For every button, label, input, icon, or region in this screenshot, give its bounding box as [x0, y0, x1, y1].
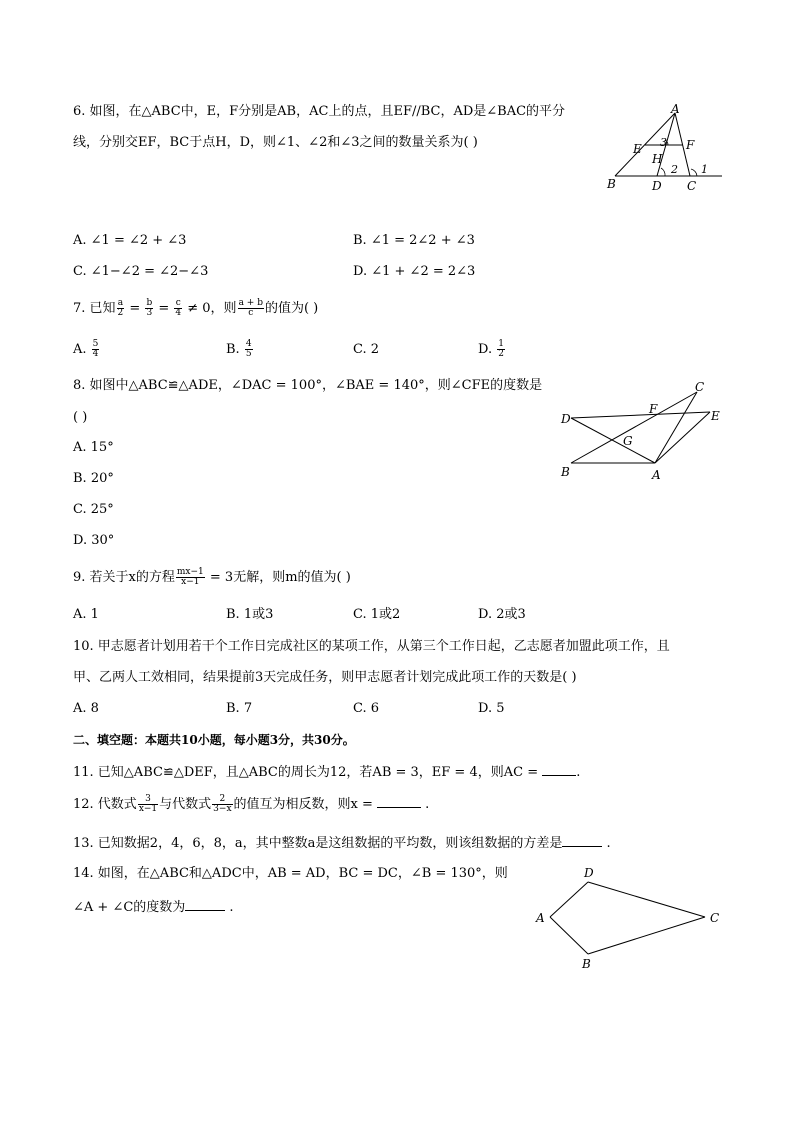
q7-ne: ≠ 0，则 — [183, 301, 237, 316]
q6-option-b: B. ∠1 = 2∠2 + ∠3 — [353, 233, 475, 248]
q12-stem — [73, 793, 429, 817]
q6-label-3: 3 — [660, 136, 667, 149]
q11-text: 11. 已知△ABC≌△DEF，且△ABC的周长为12，若AB = 3，EF = 4，则AC = — [73, 765, 543, 780]
q6-label-e: E — [633, 142, 642, 156]
q14-answer-blank[interactable] — [185, 898, 225, 911]
q14-period: . — [229, 900, 234, 915]
q12-frac1: $\frac{3}{x-1}$ — [138, 794, 158, 814]
q8-option-b: B. 20° — [73, 471, 114, 486]
q14-line2 — [73, 898, 234, 917]
q10-option-c: C. 6 — [353, 701, 380, 716]
q11-answer-blank[interactable] — [542, 763, 576, 776]
q12-answer-blank[interactable] — [377, 795, 421, 808]
q6-label-2: 2 — [671, 163, 678, 176]
q8-option-c: C. 25° — [73, 502, 114, 517]
q6-label-d: D — [652, 179, 662, 193]
q8-label-c: C — [695, 380, 705, 394]
q8-label-f: F — [649, 402, 658, 416]
q8-label-d: D — [561, 412, 571, 426]
q14-line1: 14. 如图，在△ABC和△ADC中，AB = AD，BC = DC，∠B = 130°，则 — [73, 866, 508, 881]
q7-frac-c-4: $\frac{c}{4}$ — [175, 298, 182, 318]
q14-label-c: C — [710, 911, 720, 925]
q9-suffix: = 3无解，则m的值为( ) — [205, 570, 351, 585]
q6-label-b: B — [607, 177, 616, 191]
q13-text: 13. 已知数据2，4，6，8，a，其中整数a是这组数据的平均数，则该组数据的方差是 — [73, 836, 563, 851]
q8-line1: 8. 如图中△ABC≌△ADE，∠DAC = 100°，∠BAE = 140°，则∠CFE的度数是 — [73, 378, 543, 393]
q12-period: . — [425, 797, 430, 812]
q8-line2: ( ) — [73, 410, 88, 425]
q6-label-1: 1 — [701, 163, 708, 176]
q8-label-g: G — [623, 434, 633, 448]
q13-period: . — [606, 836, 611, 851]
q10-line1: 10. 甲志愿者计划用若干个工作日完成社区的某项工作，从第三个工作日起，乙志愿者加盟此项工作，且 — [73, 639, 670, 654]
q8-label-a: A — [652, 468, 661, 482]
q7-prefix: 7. 已知 — [73, 301, 116, 316]
q10-option-a: A. 8 — [73, 701, 99, 716]
q6-label-a: A — [671, 103, 680, 116]
q7-eq2: = — [154, 301, 174, 316]
q8-figure — [555, 378, 735, 483]
q8-label-b: B — [561, 465, 570, 479]
q11-period: . — [576, 765, 581, 780]
q10-option-b: B. 7 — [226, 701, 253, 716]
q7-frac-b-3: $\frac{b}{3}$ — [146, 298, 153, 318]
q7-frac-a-2: $\frac{a}{2}$ — [117, 298, 124, 318]
q7-stem — [73, 297, 318, 321]
q12-suffix: 的值互为相反数，则x = — [233, 797, 378, 812]
q10-option-d: D. 5 — [478, 701, 505, 716]
q12-frac2: $\frac{2}{3-x}$ — [213, 794, 232, 814]
q7-eq1: = — [125, 301, 145, 316]
q9-option-a: A. 1 — [73, 607, 99, 622]
q6-option-d: D. ∠1 + ∠2 = 2∠3 — [353, 264, 476, 279]
q8-option-a: A. 15° — [73, 440, 114, 455]
q9-stem — [73, 566, 351, 590]
q6-label-c: C — [687, 179, 697, 193]
q6-line2: 线，分别交EF，BC于点H，D，则∠1、∠2和∠3之间的数量关系为( ) — [73, 135, 478, 150]
q6-option-c: C. ∠1−∠2 = ∠2−∠3 — [73, 264, 209, 279]
q14-line2-text: ∠A + ∠C的度数为 — [73, 900, 186, 915]
q6-option-a: A. ∠1 = ∠2 + ∠3 — [73, 233, 187, 248]
q14-figure — [530, 862, 730, 972]
q7-option-d: D. $\frac{1}{2}$ — [478, 339, 504, 359]
q7-suffix: 的值为( ) — [264, 301, 319, 316]
q8-label-e: E — [711, 409, 720, 423]
q7-frac-ab-c: $\frac{a + b}{c}$ — [238, 298, 263, 318]
q9-option-b: B. 1或3 — [226, 607, 274, 622]
q12-prefix: 12. 代数式 — [73, 797, 137, 812]
q14-label-d: D — [584, 866, 594, 880]
q9-option-c: C. 1或2 — [353, 607, 401, 622]
q9-option-d: D. 2或3 — [478, 607, 526, 622]
q6-label-h: H — [652, 152, 663, 166]
q8-option-d: D. 30° — [73, 533, 115, 548]
section2-title: 二、填空题：本题共10小题，每小题3分，共30分。 — [73, 733, 355, 747]
q14-label-a: A — [536, 911, 545, 925]
q6-line1: 6. 如图，在△ABC中，E，F分别是AB，AC上的点，且EF//BC，AD是∠BAC的平分 — [73, 104, 566, 119]
q7-option-b: B. $\frac{4}{5}$ — [226, 339, 252, 359]
q14-label-b: B — [582, 957, 591, 971]
q9-frac: $\frac{mx-1}{x-1}$ — [176, 567, 204, 587]
q9-prefix: 9. 若关于x的方程 — [73, 570, 175, 585]
q10-line2: 甲、乙两人工效相同，结果提前3天完成任务，则甲志愿者计划完成此项工作的天数是( ) — [73, 670, 577, 685]
q7-option-c: C. 2 — [353, 342, 380, 357]
q6-label-f: F — [686, 138, 695, 152]
q11-stem — [73, 763, 580, 782]
q13-answer-blank[interactable] — [562, 834, 602, 847]
q6-figure — [605, 103, 735, 198]
q7-option-a: A. $\frac{5}{4}$ — [73, 339, 99, 359]
q13-stem — [73, 834, 611, 853]
q12-mid: 与代数式 — [159, 797, 212, 812]
